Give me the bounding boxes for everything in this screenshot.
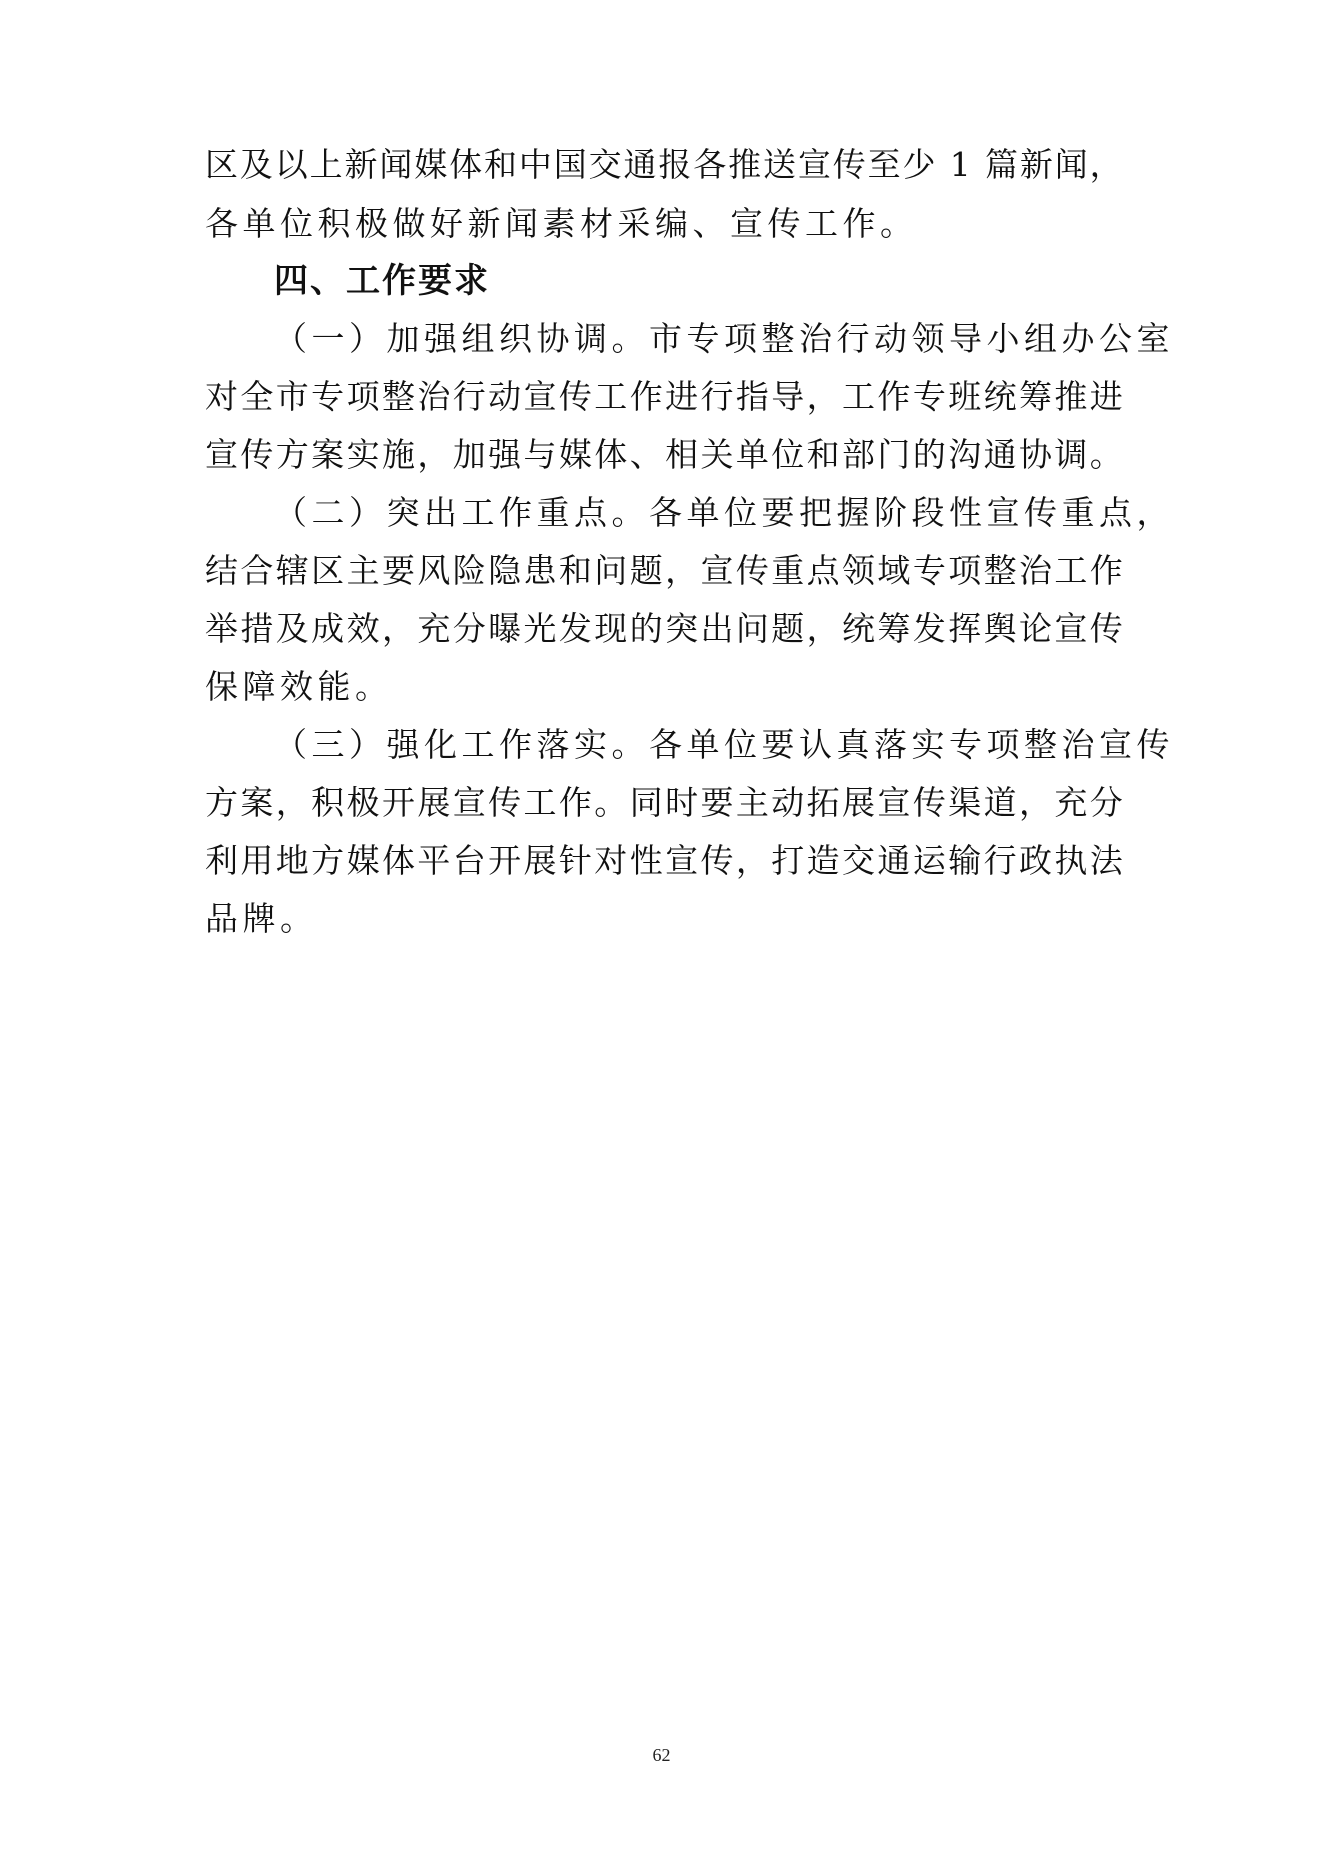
glyph: 少: [902, 145, 936, 184]
item3-line-1: （三）强化工作落实。各单位要认真落实专项整治宣传: [274, 725, 1174, 764]
glyph: ，: [806, 609, 840, 648]
glyph: 案: [311, 435, 345, 474]
glyph: 法: [1089, 841, 1123, 880]
glyph: 与: [523, 435, 557, 474]
glyph: 宣: [665, 841, 699, 880]
item2-line-2: [205, 551, 1123, 591]
glyph: 结: [205, 551, 238, 590]
glyph: 宣: [523, 377, 557, 416]
glyph: 闻: [1054, 145, 1088, 184]
item1-line-1: （一）加强组织协调。市专项整治行动领导小组办公室: [274, 319, 1174, 358]
glyph: ，: [665, 551, 699, 590]
glyph: 各: [693, 145, 727, 184]
glyph: 领: [842, 551, 876, 590]
glyph: 宣: [205, 435, 238, 474]
glyph: 渠: [948, 783, 982, 822]
glyph: 调: [1054, 435, 1088, 474]
glyph: 出: [700, 609, 734, 648]
glyph: 篇: [985, 145, 1018, 184]
section-heading: 四、工作要求: [274, 261, 490, 301]
intro-line-1: [205, 145, 1123, 185]
item2-line-3: [205, 609, 1123, 649]
glyph: 宣: [1054, 609, 1088, 648]
glyph: 行: [452, 377, 486, 416]
glyph: 传: [912, 783, 946, 822]
glyph: 筹: [877, 609, 911, 648]
glyph: 媒: [414, 145, 448, 184]
glyph: 的: [912, 435, 946, 474]
glyph: 输: [948, 841, 982, 880]
glyph: 门: [877, 435, 911, 474]
glyph: 题: [629, 551, 663, 590]
glyph: ，: [1018, 783, 1052, 822]
glyph: 体: [449, 145, 483, 184]
item3-line-2: [205, 783, 1123, 823]
glyph: ，: [735, 841, 769, 880]
glyph: 通: [983, 435, 1017, 474]
glyph: [973, 145, 984, 185]
glyph: 辖: [275, 551, 309, 590]
glyph: 关: [700, 435, 734, 474]
glyph: 的: [629, 609, 663, 648]
glyph: 和: [806, 435, 840, 474]
glyph: 重: [771, 551, 805, 590]
glyph: 方: [311, 841, 345, 880]
glyph: 险: [452, 551, 486, 590]
glyph: 作: [558, 783, 592, 822]
glyph: 市: [275, 377, 309, 416]
glyph: 交: [588, 145, 622, 184]
glyph: 突: [665, 609, 699, 648]
glyph: 宣: [452, 783, 486, 822]
glyph: 至: [867, 145, 901, 184]
glyph: 报: [658, 145, 692, 184]
glyph: 主: [735, 783, 769, 822]
glyph: 及: [239, 145, 273, 184]
glyph: 传: [700, 841, 734, 880]
glyph: 积: [311, 783, 345, 822]
glyph: 运: [912, 841, 946, 880]
glyph: 案: [240, 783, 274, 822]
glyph: 。: [1089, 435, 1123, 474]
glyph: 打: [771, 841, 805, 880]
glyph: 以: [274, 145, 308, 184]
glyph: 班: [948, 377, 982, 416]
glyph: 推: [728, 145, 762, 184]
glyph: 国: [553, 145, 587, 184]
glyph: 和: [558, 551, 592, 590]
glyph: 宣: [700, 551, 734, 590]
glyph: 作: [877, 377, 911, 416]
glyph: 患: [523, 551, 557, 590]
glyph: 媒: [346, 841, 380, 880]
glyph: 传: [240, 435, 274, 474]
item3-line-4: 品牌。: [205, 899, 318, 938]
glyph: 体: [594, 435, 628, 474]
glyph: 举: [205, 609, 238, 648]
glyph: [937, 145, 948, 185]
glyph: 传: [488, 783, 522, 822]
glyph: 、: [629, 435, 663, 474]
glyph: 施: [381, 435, 415, 474]
glyph: 区: [205, 145, 238, 184]
glyph: 充: [417, 609, 451, 648]
glyph: 展: [417, 783, 451, 822]
glyph: 利: [205, 841, 238, 880]
glyph: 方: [205, 783, 238, 822]
glyph: 专: [912, 551, 946, 590]
glyph: 进: [665, 377, 699, 416]
glyph: ，: [417, 435, 451, 474]
glyph: 时: [665, 783, 699, 822]
glyph: 闻: [379, 145, 413, 184]
glyph: 性: [629, 841, 663, 880]
glyph: 交: [842, 841, 876, 880]
glyph: 执: [1054, 841, 1088, 880]
glyph: 区: [311, 551, 345, 590]
glyph: 沟: [948, 435, 982, 474]
glyph: 位: [771, 435, 805, 474]
glyph: 体: [381, 841, 415, 880]
glyph: 题: [771, 609, 805, 648]
glyph: 发: [912, 609, 946, 648]
glyph: 分: [452, 609, 486, 648]
glyph: 推: [1054, 377, 1088, 416]
glyph: 加: [452, 435, 486, 474]
glyph: 强: [488, 435, 522, 474]
glyph: 动: [488, 377, 522, 416]
glyph: 对: [594, 841, 628, 880]
glyph: 作: [629, 377, 663, 416]
item1-line-3: [205, 435, 1123, 475]
item2-line-1: （二）突出工作重点。各单位要把握阶段性宣传重点，: [274, 493, 1174, 532]
glyph: 展: [842, 783, 876, 822]
glyph: 媒: [558, 435, 592, 474]
glyph: 要: [381, 551, 415, 590]
glyph: 传: [832, 145, 866, 184]
glyph: 分: [1089, 783, 1123, 822]
glyph: 台: [452, 841, 486, 880]
glyph: 工: [1054, 551, 1088, 590]
glyph: 光: [523, 609, 557, 648]
glyph: 项: [346, 377, 380, 416]
glyph: 政: [1018, 841, 1052, 880]
glyph: 充: [1054, 783, 1088, 822]
glyph: 1: [949, 145, 971, 184]
glyph: 实: [346, 435, 380, 474]
glyph: 通: [877, 841, 911, 880]
intro-line-2: 各单位积极做好新闻素材采编、宣传工作。: [205, 204, 918, 243]
glyph: 舆: [983, 609, 1017, 648]
glyph: ，: [381, 609, 415, 648]
glyph: 治: [417, 377, 451, 416]
glyph: 整: [381, 377, 415, 416]
glyph: 项: [948, 551, 982, 590]
glyph: 效: [346, 609, 380, 648]
glyph: ，: [806, 377, 840, 416]
glyph: 及: [275, 609, 309, 648]
glyph: 全: [240, 377, 274, 416]
glyph: 统: [842, 609, 876, 648]
glyph: 传: [558, 377, 592, 416]
glyph: 同: [629, 783, 663, 822]
glyph: 筹: [1018, 377, 1052, 416]
glyph: 新: [344, 145, 378, 184]
glyph: 隐: [488, 551, 522, 590]
glyph: 专: [311, 377, 345, 416]
glyph: 域: [877, 551, 911, 590]
glyph: 新: [1019, 145, 1053, 184]
glyph: 工: [594, 377, 628, 416]
glyph: 部: [842, 435, 876, 474]
glyph: 行: [983, 841, 1017, 880]
glyph: 专: [912, 377, 946, 416]
glyph: 挥: [948, 609, 982, 648]
glyph: 点: [806, 551, 840, 590]
glyph: ，: [275, 783, 309, 822]
item2-line-4: 保障效能。: [205, 667, 393, 706]
glyph: 主: [346, 551, 380, 590]
glyph: 展: [523, 841, 557, 880]
glyph: 合: [240, 551, 274, 590]
glyph: 单: [735, 435, 769, 474]
glyph: 统: [983, 377, 1017, 416]
glyph: 道: [983, 783, 1017, 822]
glyph: 送: [763, 145, 796, 184]
glyph: 问: [735, 609, 769, 648]
item1-line-2: [205, 377, 1123, 417]
glyph: 发: [558, 609, 592, 648]
glyph: 。: [594, 783, 628, 822]
glyph: 对: [205, 377, 238, 416]
glyph: 进: [1089, 377, 1123, 416]
item3-line-3: [205, 841, 1123, 881]
glyph: 工: [842, 377, 876, 416]
glyph: 工: [523, 783, 557, 822]
glyph: 成: [311, 609, 345, 648]
glyph: 造: [806, 841, 840, 880]
glyph: 通: [623, 145, 657, 184]
glyph: 作: [1089, 551, 1123, 590]
glyph: 宣: [877, 783, 911, 822]
glyph: 协: [1018, 435, 1052, 474]
glyph: 风: [417, 551, 451, 590]
glyph: 开: [488, 841, 522, 880]
glyph: 极: [346, 783, 380, 822]
glyph: 整: [983, 551, 1017, 590]
glyph: 指: [735, 377, 769, 416]
glyph: 宣: [797, 145, 831, 184]
glyph: 平: [417, 841, 451, 880]
glyph: 行: [700, 377, 734, 416]
glyph: 要: [700, 783, 734, 822]
glyph: 导: [771, 377, 805, 416]
glyph: 地: [275, 841, 309, 880]
glyph: 针: [558, 841, 592, 880]
glyph: 问: [594, 551, 628, 590]
glyph: 拓: [806, 783, 840, 822]
glyph: 开: [381, 783, 415, 822]
glyph: 和: [484, 145, 517, 184]
glyph: 用: [240, 841, 274, 880]
glyph: 治: [1018, 551, 1052, 590]
glyph: 方: [275, 435, 309, 474]
glyph: 传: [1089, 609, 1123, 648]
glyph: 上: [309, 145, 343, 184]
glyph: 传: [735, 551, 769, 590]
glyph: 现: [594, 609, 628, 648]
glyph: 论: [1018, 609, 1052, 648]
page-number: 62: [652, 1745, 671, 1765]
glyph: 中: [518, 145, 552, 184]
glyph: 动: [771, 783, 805, 822]
glyph: 曝: [488, 609, 522, 648]
glyph: 措: [240, 609, 274, 648]
glyph: ，: [1089, 145, 1123, 184]
glyph: 相: [665, 435, 699, 474]
